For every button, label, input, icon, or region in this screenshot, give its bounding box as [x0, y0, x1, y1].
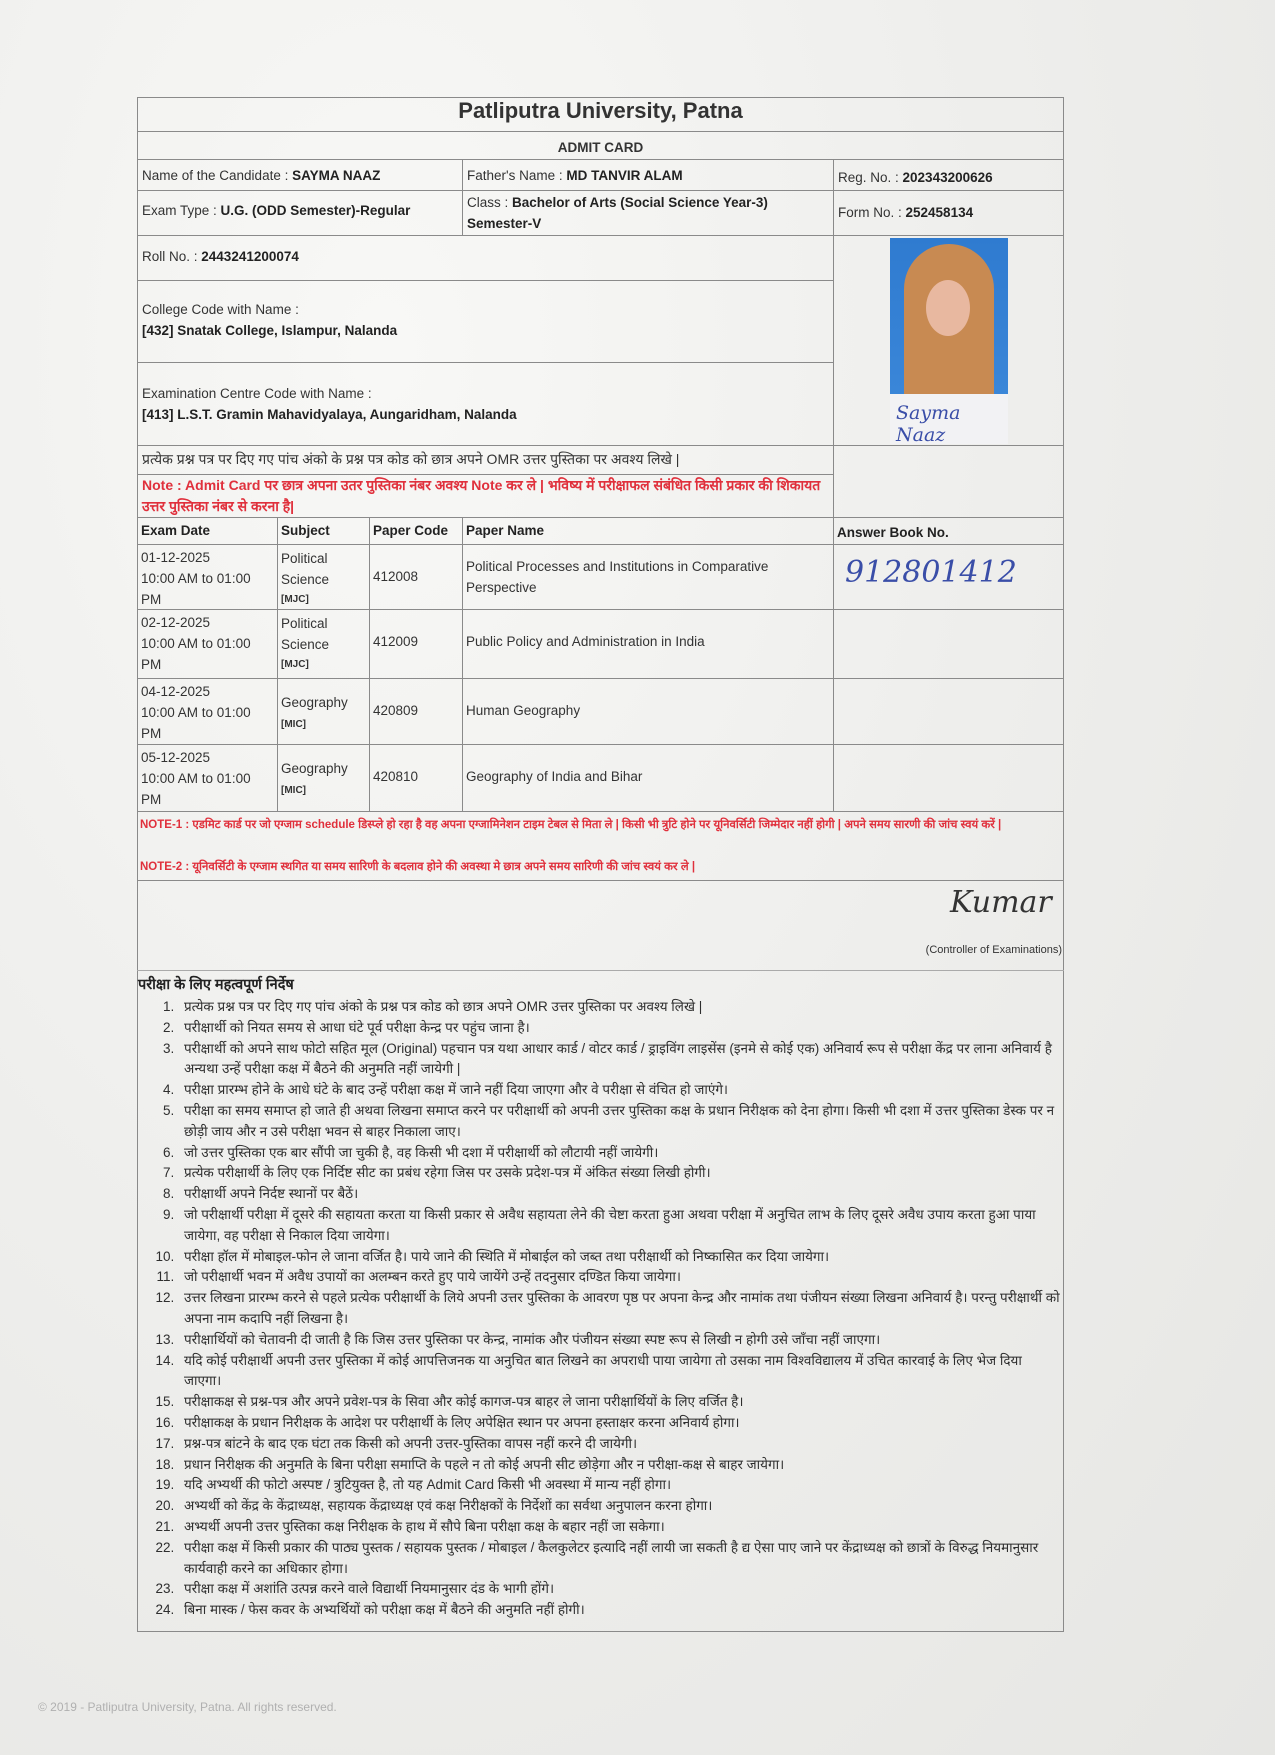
exam-type-field: Exam Type : U.G. (ODD Semester)-Regular: [142, 203, 411, 218]
instruction-item: 5. परीक्षा का समय समाप्त हो जाते ही अथवा लिखना समाप्त करने पर परीक्षार्थी को अपनी उत्तर पुस्तिका कक्ष के प्रधान निरीक्षक को देना होगा। किसी भी दशा में उत्तर पुस्तिका डेस्क पर न छोड़ी जाय और न उसे परीक्षा भवन से बाहर निकाला जाए।: [178, 1101, 1060, 1143]
paper-type: [MIC]: [281, 785, 306, 796]
college-label: College Code with Name :: [142, 302, 299, 317]
paper-code: 420809: [373, 703, 419, 718]
exam-time: 10:00 AM to 01:00 PM: [141, 571, 251, 607]
paper-type: [MJC]: [281, 594, 309, 605]
instruction-item: 8. परीक्षार्थी अपने निर्दष्ट स्थानों पर बैठें।: [178, 1184, 1060, 1205]
paper-name: Political Processes and Institutions in Comparative Perspective: [466, 559, 769, 595]
divider: [137, 880, 1064, 881]
centre-label: Examination Centre Code with Name :: [142, 386, 372, 401]
instruction-item: 11. जो परीक्षार्थी भवन में अवैध उपायों का अलम्बन करते हुए पाये जायेंगे उन्हें तदनुसार दण्डित किया जायेगा।: [178, 1267, 1060, 1288]
instruction-item: 6. जो उत्तर पुस्तिका एक बार सौंपी जा चुकी है, वह किसी भी दशा में परीक्षार्थी को लौटायी नहीं जायेगी।: [178, 1143, 1060, 1164]
exam-time: 10:00 AM to 01:00 PM: [141, 771, 251, 807]
controller-signature: Kumar: [950, 885, 1052, 920]
father-name-field: Father's Name : MD TANVIR ALAM: [467, 168, 683, 183]
paper-name: Human Geography: [466, 703, 581, 718]
reg-no-field: Reg. No. : 202343200626: [838, 170, 993, 185]
divider: [833, 159, 834, 517]
instruction-item: 13. परीक्षार्थियों को चेतावनी दी जाती है कि जिस उत्तर पुस्तिका पर केन्द्र, नामांक और पंजीयन संख्या स्पष्ट रूप से लिखी न होगी उसे जाँचा नहीं जाएगा।: [178, 1330, 1060, 1351]
instruction-item: 3. परीक्षार्थी को अपने साथ फोटो सहित मूल (Original) पहचान पत्र यथा आधार कार्ड / वोटर कार्ड / ड्राइविंग लाइसेंस (इनमे से कोई एक) अनिवार्य रूप से परीक्षा केंद्र पर लाना अनिवार्य है अन्यथा उन्हें परीक्षा कक्ष में बैठने की अनुमति नहीं जायेगी |: [178, 1039, 1060, 1081]
instruction-item: 10. परीक्षा हॉल में मोबाइल-फोन ले जाना वर्जित है। पाये जाने की स्थिति में मोबाईल को जब्त तथा परीक्षार्थी को निष्कासित कर दिया जायेगा।: [178, 1247, 1060, 1268]
col-header-answer-book: Answer Book No.: [837, 525, 949, 540]
centre-value: [413] L.S.T. Gramin Mahavidyalaya, Aungaridham, Nalanda: [142, 407, 517, 422]
instructions-list: [160, 997, 1060, 1621]
instruction-item: 14. यदि कोई परीक्षार्थी अपनी उत्तर पुस्तिका में कोई आपत्तिजनक या अनुचित बात लिखने का अपराधी पाया जायेगा तो उसका नाम विश्वविद्यालय में उचित कारवाई के लिए भेज दिया जाएगा।: [178, 1351, 1060, 1393]
paper-name: Public Policy and Administration in India: [466, 634, 705, 649]
paper-code: 412008: [373, 569, 419, 584]
instruction-item: 2. परीक्षार्थी को नियत समय से आधा घंटे पूर्व परीक्षा केन्द्र पर पहुंच जाना है।: [178, 1018, 1060, 1039]
paper-code: 420810: [373, 769, 419, 784]
subject: Geography: [281, 761, 348, 776]
paper-type: [MJC]: [281, 659, 309, 670]
instruction-item: 18. प्रधान निरीक्षक की अनुमति के बिना परीक्षा समाप्ति के पहले न तो कोई अपनी सीट छोड़ेगा और न परीक्षा-कक्ष से बाहर जायेगा।: [178, 1455, 1060, 1476]
note-2: NOTE-2 : यूनिवर्सिटी के एग्जाम स्थगित या समय सारिणी के बदलाव होने की अवस्था मे छात्र अपने समय सारिणी की जांच स्वयं कर ले |: [140, 861, 696, 873]
col-header-paper-code: Paper Code: [373, 523, 449, 538]
subject: Geography: [281, 695, 348, 710]
instruction-item: 20. अभ्यर्थी को केंद्र के केंद्राध्यक्ष, सहायक केंद्राध्यक्ष एवं कक्ष निरीक्षकों के निर्देशों का सर्वथा अनुपालन करना होगा।: [178, 1496, 1060, 1517]
exam-date: 01-12-2025: [141, 550, 211, 565]
university-title: Patliputra University, Patna: [458, 98, 743, 123]
exam-time: 10:00 AM to 01:00 PM: [141, 636, 251, 672]
subject: Political Science: [281, 551, 330, 587]
divider: [462, 159, 463, 235]
omr-note: प्रत्येक प्रश्न पत्र पर दिए गए पांच अंको के प्रश्न पत्र कोड को छात्र अपने OMR उत्तर पुस्तिका पर अवश्य लिखे |: [142, 451, 680, 467]
instruction-item: 9. जो परीक्षार्थी परीक्षा में दूसरे की सहायता करता या किसी प्रकार से अवैध सहायता लेने की चेष्टा करता हुआ अथवा परीक्षा में अनुचित लाभ के लिए दूसरे अवैध उपाय करता हुआ पाया जायेगा, वह परीक्षा से निकाल दिया जायेगा।: [178, 1205, 1060, 1247]
admit-card-heading: ADMIT CARD: [557, 140, 644, 155]
instruction-item: 19. यदि अभ्यर्थी की फोटो अस्पष्ट / त्रुटियुक्त है, तो यह Admit Card किसी भी अवस्था में मान्य नहीं होगा।: [178, 1475, 1060, 1496]
candidate-signature-text: Sayma Naaz: [896, 402, 961, 446]
divider: [137, 970, 1064, 971]
instruction-item: 24. बिना मास्क / फेस कवर के अभ्यर्थियों को परीक्षा कक्ष में बैठने की अनुमति नहीं होगी।: [178, 1600, 1060, 1621]
answer-book-no: 912801412: [845, 555, 1017, 590]
paper-code: 412009: [373, 634, 419, 649]
divider: [137, 362, 833, 363]
divider: [137, 235, 1064, 236]
instruction-item: 21. अभ्यर्थी अपनी उत्तर पुस्तिका कक्ष निरीक्षक के हाथ में सौपे बिना परीक्षा कक्ष के बहार नहीं जा सकेगा।: [178, 1517, 1060, 1538]
col-header-subject: Subject: [281, 523, 330, 538]
instruction-item: 7. प्रत्येक परीक्षार्थी के लिए एक निर्दिष्ट सीट का प्रबंध रहेगा जिस पर उसके प्रदेश-पत्र में अंकित संख्या लिखी होगी।: [178, 1163, 1060, 1184]
candidate-photo: [890, 238, 1008, 394]
answer-book-note: Note : Admit Card पर छात्र अपना उतर पुस्तिका नंबर अवश्य Note कर ले | भविष्य में परीक्षाफल संबंधित किसी प्रकार की शिकायत उत्तर पुस्तिका नंबर से करना है|: [142, 477, 821, 514]
exam-date: 02-12-2025: [141, 615, 211, 630]
instructions-title: परीक्षा के लिए महत्वपूर्ण निर्देष: [138, 977, 294, 993]
instruction-item: 23. परीक्षा कक्ष में अशांति उत्पन्न करने वाले विद्यार्थी नियमानुसार दंड के भागी होंगे।: [178, 1579, 1060, 1600]
paper-name: Geography of India and Bihar: [466, 769, 643, 784]
instruction-item: 12. उत्तर लिखना प्रारम्भ करने से पहले प्रत्येक परीक्षार्थी के लिये अपनी उत्तर पुस्तिका के आवरण पृष्ठ पर अपना केन्द्र और नामांक तथा पंजीयन संख्या लिखना अनिवार्य है। परन्तु परीक्षार्थी को अपना नाम कदापि नहीं लिखना है।: [178, 1288, 1060, 1330]
class-field: Class : Bachelor of Arts (Social Science Year-3) Semester-V: [467, 195, 768, 231]
note-1: NOTE-1 : एडमिट कार्ड पर जो एग्जाम schedule डिस्प्ले हो रहा है वह अपना एग्जामिनेशन टाइम टेबल से मिता ले | किसी भी त्रुटि होने पर यूनिवर्सिटी जिम्मेदार नहीं होगी | अपने समय सारणी की जांच स्वयं करें |: [140, 819, 1002, 831]
instruction-item: 4. परीक्षा प्रारम्भ होने के आधे घंटे के बाद उन्हें परीक्षा कक्ष में जाने नहीं दिया जाएगा और वे परीक्षा से वंचित हो जाएंगे।: [178, 1080, 1060, 1101]
exam-time: 10:00 AM to 01:00 PM: [141, 705, 251, 741]
divider: [137, 280, 833, 281]
footer-copyright: © 2019 - Patliputra University, Patna. All rights reserved.: [38, 1700, 337, 1714]
divider: [137, 190, 1064, 191]
instruction-item: 16. परीक्षाकक्ष के प्रधान निरीक्षक के आदेश पर परीक्षार्थी के लिए अपेक्षित स्थान पर अपना हस्ताक्षर करना अनिवार्य होगा।: [178, 1413, 1060, 1434]
candidate-signature: [890, 394, 1008, 444]
instruction-item: 22. परीक्षा कक्ष में किसी प्रकार की पाठ्य पुस्तक / सहायक पुस्तक / मोबाइल / कैलकुलेटर इत्यादि नहीं लायी जा सकती है द्य ऐसा पाए जाने पर केंद्राध्यक्ष को छात्रों के विरुद्ध नियमानुसार कार्यवाही करने का अधिकार होगा।: [178, 1538, 1060, 1580]
form-no-field: Form No. : 252458134: [838, 205, 974, 220]
divider: [137, 131, 1064, 132]
subject: Political Science: [281, 616, 330, 652]
divider: [137, 159, 1064, 160]
col-header-exam-date: Exam Date: [141, 523, 211, 538]
instruction-item: 1. प्रत्येक प्रश्न पत्र पर दिए गए पांच अंको के प्रश्न पत्र कोड को छात्र अपने OMR उत्तर पुस्तिका पर अवश्य लिखे |: [178, 997, 1060, 1018]
instruction-item: 15. परीक्षाकक्ष से प्रश्न-पत्र और अपने प्रवेश-पत्र के सिवा और कोई कागज-पत्र बाहर ले जाना परीक्षार्थियों के लिए वर्जित है।: [178, 1392, 1060, 1413]
roll-no-field: Roll No. : 2443241200074: [142, 249, 299, 264]
paper-type: [MIC]: [281, 719, 306, 730]
college-value: [432] Snatak College, Islampur, Nalanda: [142, 323, 398, 338]
instruction-item: 17. प्रश्न-पत्र बांटने के बाद एक घंटा तक किसी को अपनी उत्तर-पुस्तिका वापस नहीं करने दी जायेगी।: [178, 1434, 1060, 1455]
candidate-name-field: Name of the Candidate : SAYMA NAAZ: [142, 168, 381, 183]
exam-date: 04-12-2025: [141, 684, 211, 699]
col-header-paper-name: Paper Name: [466, 523, 545, 538]
controller-label: (Controller of Examinations): [925, 944, 1062, 956]
exam-date: 05-12-2025: [141, 750, 211, 765]
